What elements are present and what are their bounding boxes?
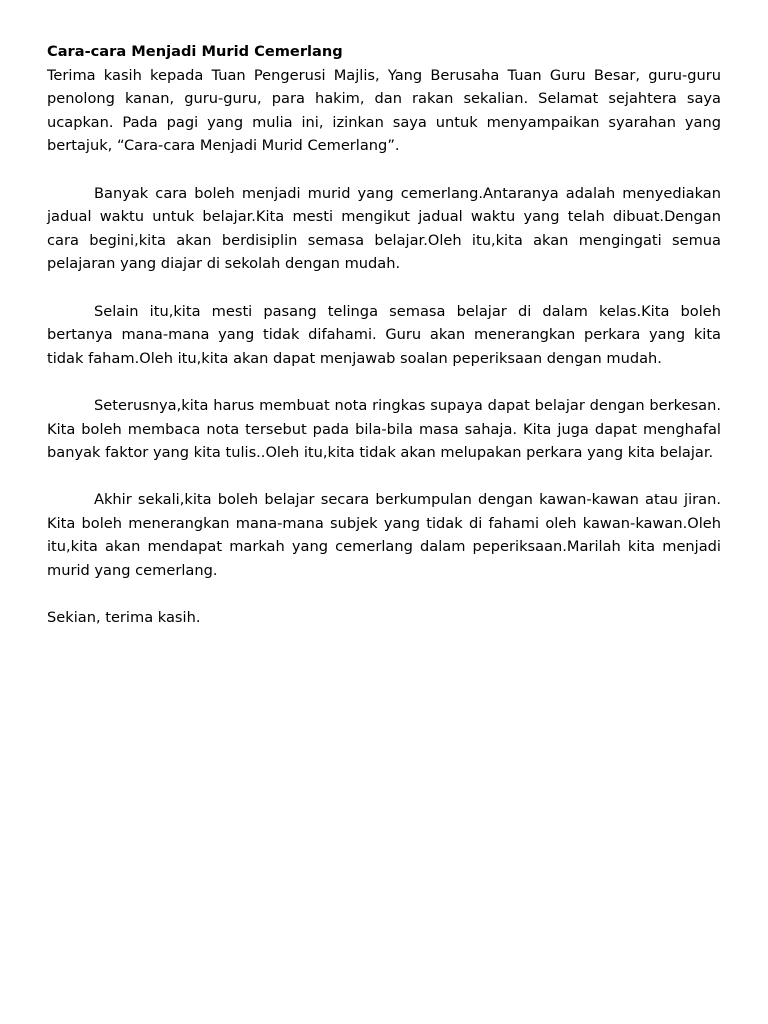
closing-line: Sekian, terima kasih. xyxy=(47,609,201,627)
paragraph-point-2: Selain itu,kita mesti pasang telinga semasa belajar di dalam kelas.Kita boleh bertanya mana-mana yang tidak difahami. Guru akan menerangkan perkara yang kita tidak faham.Oleh itu,kita akan dapat menjawab soalan peperiksaan dengan mudah. xyxy=(47,302,721,367)
document-title: Cara-cara Menjadi Murid Cemerlang xyxy=(47,43,343,60)
paragraph-point-3: Seterusnya,kita harus membuat nota ringkas supaya dapat belajar dengan berkesan. Kita boleh membaca nota tersebut pada bila-bila masa sahaja. Kita juga dapat menghafal banyak faktor yang kita tulis..Oleh itu,kita tidak akan melupakan perkara yang kita belajar. xyxy=(47,396,721,462)
paragraph-opening: Terima kasih kepada Tuan Pengerusi Majlis, Yang Berusaha Tuan Guru Besar, guru-guru penolong kanan, guru-guru, para hakim, dan rakan sekalian. Selamat sejahtera saya ucapkan. Pada pagi yang mulia ini, izinkan saya untuk menyampaikan syarahan yang bertajuk, “Cara-cara Menjadi Murid Cemerlang”. xyxy=(47,66,721,155)
document-page xyxy=(47,40,721,630)
paragraph-point-4: Akhir sekali,kita boleh belajar secara berkumpulan dengan kawan-kawan atau jiran. Kita boleh menerangkan mana-mana subjek yang tidak di fahami oleh kawan-kawan.Oleh itu,kita akan mendapat markah yang cemerlang dalam peperiksaan.Marilah kita menjadi murid yang cemerlang. xyxy=(47,491,721,580)
paragraph-point-1: Banyak cara boleh menjadi murid yang cemerlang.Antaranya adalah menyediakan jadual waktu untuk belajar.Kita mesti mengikut jadual waktu yang telah dibuat.Dengan cara begini,kita akan berdisiplin semasa belajar.Oleh itu,kita akan mengingati semua pelajaran yang diajar di sekolah dengan mudah. xyxy=(47,184,721,273)
